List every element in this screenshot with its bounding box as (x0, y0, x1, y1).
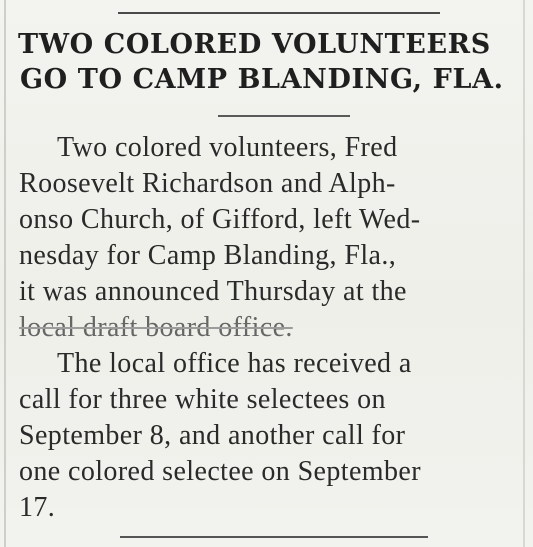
headline-line-1: TWO COLORED VOLUNTEERS (18, 29, 491, 60)
clipping-left-edge (4, 0, 6, 547)
article-line-6: local draft board office. (19, 312, 293, 343)
article-body (19, 130, 514, 526)
article-line-5: it was announced Thursday at the (19, 276, 407, 307)
headline (18, 27, 518, 97)
article-line-9: September 8, and another call for (19, 420, 406, 451)
article-line-8: call for three white selectees on (19, 384, 386, 415)
article-line-3: onso Church, of Gifford, left Wed- (19, 204, 421, 235)
article-line-7: The local office has received a (57, 348, 412, 379)
clipping-right-edge (523, 0, 525, 547)
headline-line-2: GO TO CAMP BLANDING, FLA. (20, 64, 504, 95)
article-line-1: Two colored volunteers, Fred (57, 132, 398, 163)
article-line-11: 17. (19, 492, 56, 523)
bottom-rule (120, 536, 428, 538)
article-line-2: Roosevelt Richardson and Alph- (19, 168, 396, 199)
headline-divider (218, 115, 350, 117)
article-line-10: one colored selectee on September (19, 456, 421, 487)
top-rule (118, 12, 440, 14)
article-line-4: nesday for Camp Blanding, Fla., (19, 240, 397, 271)
